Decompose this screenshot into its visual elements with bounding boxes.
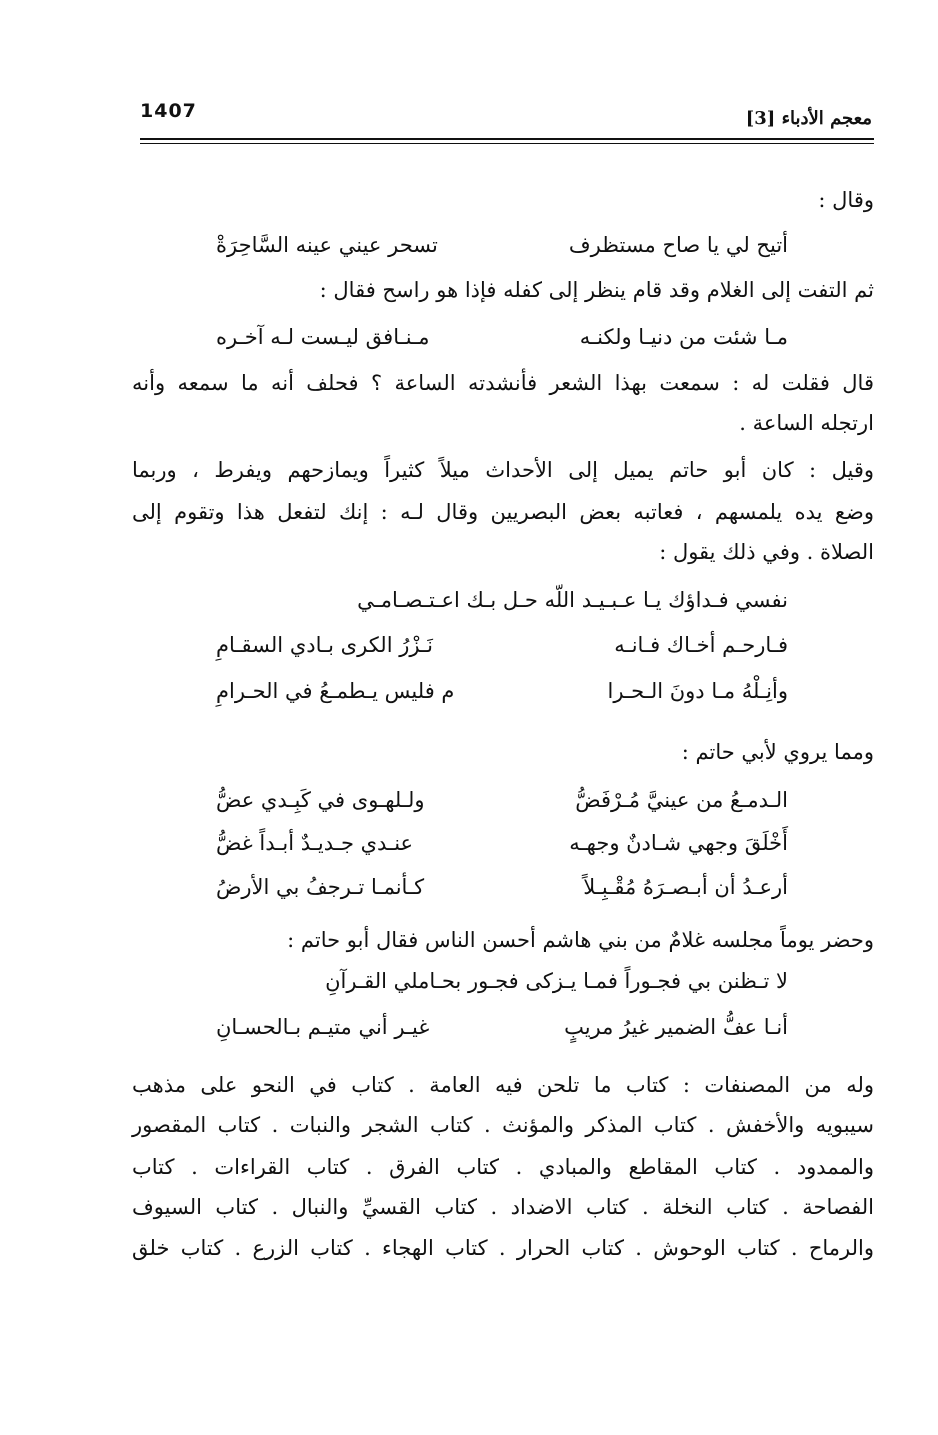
verse-hemistich-left: نَـزْرُ الكرى بـادي السقـامِ xyxy=(216,633,433,657)
verse-hemistich-left: عنـدي جـديـدٌ أبـداً غضُّ xyxy=(216,831,414,855)
verse-full: نفسي فـداؤك يـا عـبـيـد اللّه حـل بـك اعـتـصـامـي xyxy=(357,588,788,612)
prose-line: الفصاحة . كتاب النخلة . كتاب الاضداد . كتاب القسيِّ والنبال . كتاب السيوف xyxy=(132,1195,874,1219)
verse-line xyxy=(216,322,788,354)
verse-hemistich-right: مـا شئت من دنيـا ولكنـه xyxy=(579,325,788,349)
verse-full: لا تـظنن بي فجـوراً فمـا يـزكى فجـور بحـاملي القـرآنِ xyxy=(325,969,788,993)
prose-line: ارتجله الساعة . xyxy=(739,411,874,435)
prose-line: وقال : xyxy=(818,188,874,212)
verse-hemistich-right: أرعـدُ أن أبـصـرَهُ مُقْـبِـلاً xyxy=(583,875,788,899)
verse-hemistich-left: ولـلهـوى في كَبِـدي عضُّ xyxy=(216,788,425,812)
verse-hemistich-right: وأنِـلْهُ مـا دونَ الـحـرا xyxy=(607,679,788,703)
prose-line: ومما يروي لأبي حاتم : xyxy=(681,740,874,764)
verse-line xyxy=(216,785,788,817)
page-header xyxy=(140,100,872,140)
prose-line: والرماح . كتاب الوحوش . كتاب الحرار . كتاب الهجاء . كتاب الزرع . كتاب خلق xyxy=(132,1236,874,1260)
prose-line: وقيل : كان أبو حاتم يميل إلى الأحداث ميلاً كثيراً ويمازحهم ويفرط ، وربما xyxy=(132,458,874,482)
verse-line xyxy=(216,630,788,662)
prose-line: سيبويه والأخفش . كتاب المذكر والمؤنث . كتاب الشجر والنبات . كتاب المقصور xyxy=(132,1113,874,1137)
prose-line: الصلاة . وفي ذلك يقول : xyxy=(659,540,874,564)
running-title: معجم الأدباء [3] xyxy=(745,108,872,129)
verse-hemistich-left: مـنـافق ليـست لـه آخـره xyxy=(216,325,430,349)
verse-hemistich-right: أَخْلَقَ وجهي شـادنٌ وجهـه xyxy=(569,831,788,855)
verse-hemistich-left: تسحر عيني عينه السَّاحِرَةْ xyxy=(216,233,438,257)
verse-hemistich-right: الـدمـعُ من عينيَّ مُـرْفَضُّ xyxy=(575,788,788,812)
verse-hemistich-left: غيـر أني متيـم بـالحسـانِ xyxy=(216,1015,430,1039)
verse-line xyxy=(216,676,788,708)
header-rule-thin xyxy=(140,143,874,144)
prose-line: قال فقلت له : سمعت بهذا الشعر فأنشدته الساعة ؟ فحلف أنه ما سمعه وأنه xyxy=(132,371,874,395)
verse-hemistich-right: فـارحـم أخـاك فـانـه xyxy=(614,633,788,657)
prose-line: ثم التفت إلى الغلام وقد قام ينظر إلى كفله فإذا هو راسح فقال : xyxy=(319,278,874,302)
page-number: 1407 xyxy=(140,100,197,122)
verse-line xyxy=(216,230,788,262)
verse-hemistich-left: كـأنمـا تـرجفُ بي الأرضُ xyxy=(216,875,425,899)
verse-line xyxy=(216,585,788,617)
verse-hemistich-left: م فليس يـطمـعُ في الحـرامِ xyxy=(216,679,455,703)
verse-hemistich-right: أنـا عفُّ الضمير غيرُ مريبٍ xyxy=(564,1015,788,1039)
header-rule xyxy=(140,138,874,140)
prose-line: والممدود . كتاب المقاطع والمبادي . كتاب الفرق . كتاب القراءات . كتاب xyxy=(132,1155,874,1179)
prose-line: وحضر يوماً مجلسه غلامٌ من بني هاشم أحسن الناس فقال أبو حاتم : xyxy=(287,928,874,952)
verse-line xyxy=(216,872,788,904)
prose-line: وله من المصنفات : كتاب ما تلحن فيه العامة . كتاب في النحو على مذهب xyxy=(132,1073,874,1097)
prose-line: وضع يده يلمسهم ، فعاتبه بعض البصريين وقال لـه : إنك لتفعل هذا وتقوم إلى xyxy=(132,500,874,524)
verse-line xyxy=(216,828,788,860)
verse-line xyxy=(216,966,788,998)
verse-hemistich-right: أتيح لي يا صاح مستظرف xyxy=(568,233,788,257)
verse-line xyxy=(216,1012,788,1044)
